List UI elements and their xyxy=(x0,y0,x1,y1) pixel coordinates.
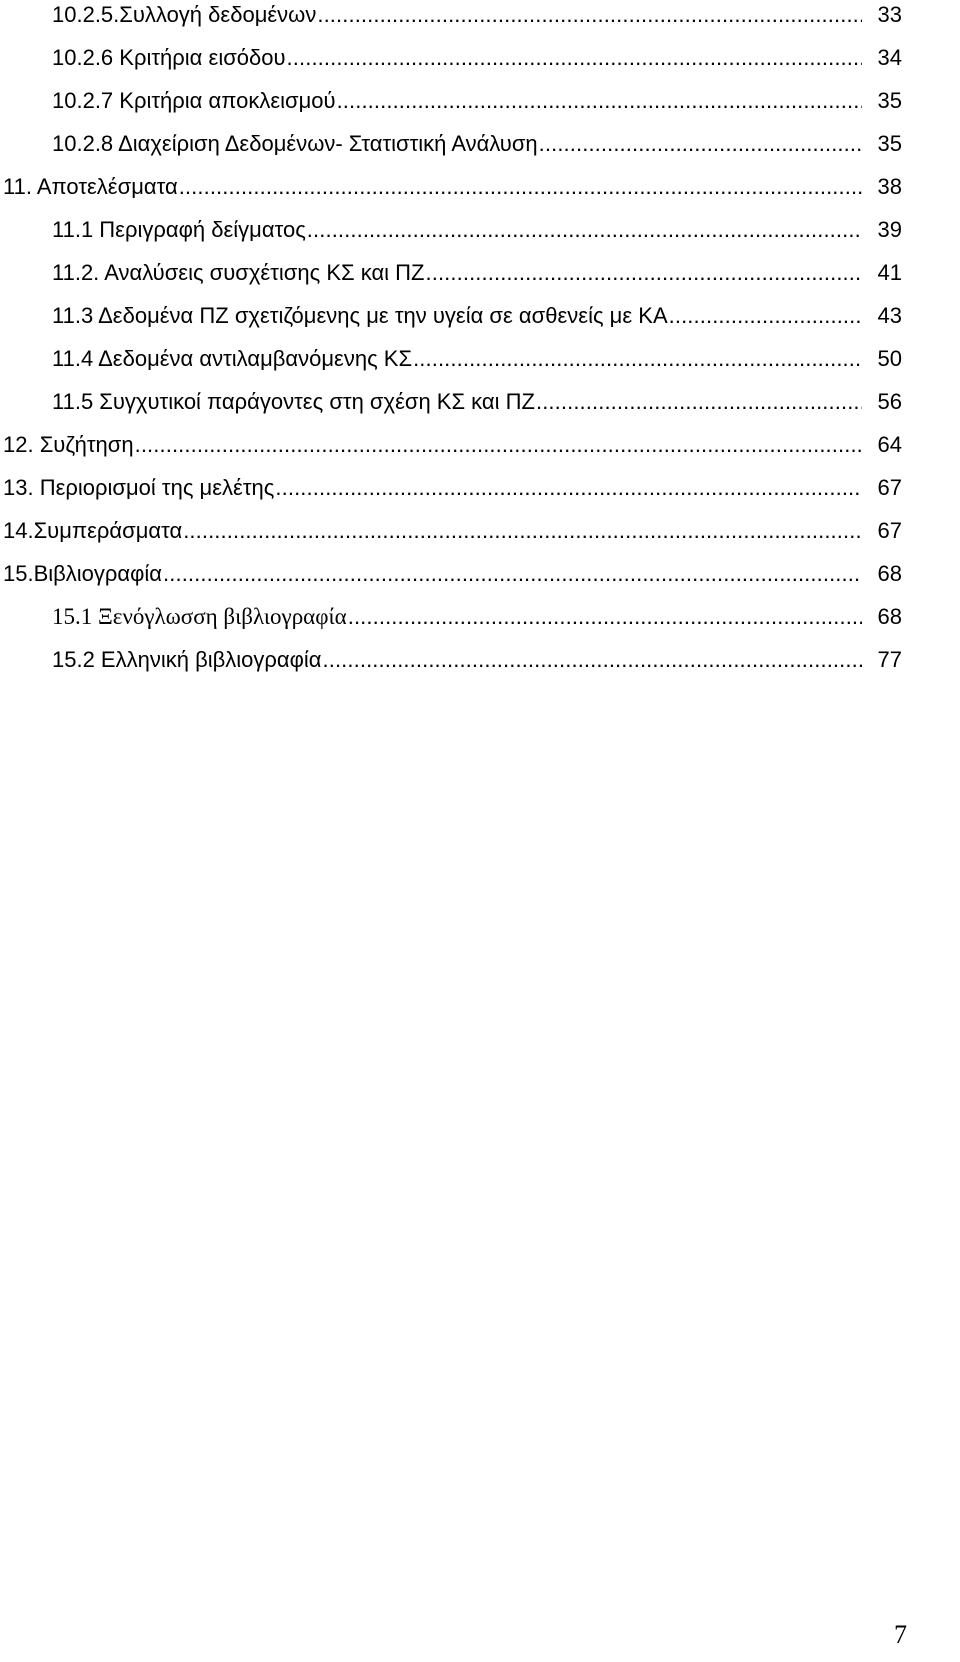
toc-entry-page: 35 xyxy=(877,131,902,156)
dot-leader xyxy=(306,215,862,245)
dot-leader xyxy=(336,86,862,116)
toc-entry-page: 56 xyxy=(877,389,902,414)
toc-entry-page: 43 xyxy=(877,303,902,328)
dot-leader xyxy=(412,344,862,374)
toc-entry[interactable] xyxy=(52,43,960,83)
toc-entry-title: 11.2. Αναλύσεις συσχέτισης ΚΣ και ΠΖ xyxy=(52,260,425,285)
toc-entry[interactable] xyxy=(52,0,960,40)
toc-entry[interactable] xyxy=(52,129,960,169)
toc-entry-title: 10.2.5.Συλλογή δεδομένων xyxy=(52,2,317,27)
page-number: 7 xyxy=(894,1620,907,1649)
dot-leader xyxy=(134,430,862,460)
dot-leader xyxy=(535,387,862,417)
toc-entry-page: 41 xyxy=(877,260,902,285)
toc-entry-page: 50 xyxy=(877,346,902,371)
toc-entry-title: 14.Συμπεράσματα xyxy=(3,518,183,543)
toc-entry-page: 38 xyxy=(877,174,902,199)
toc-entry-title: 11. Αποτελέσματα xyxy=(3,174,178,199)
toc-entry-title: 11.3 Δεδομένα ΠΖ σχετιζόμενης με την υγεία σε ασθενείς με ΚΑ xyxy=(52,303,668,328)
toc-entry-title: 12. Συζήτηση xyxy=(3,432,134,457)
toc-entry-page: 33 xyxy=(877,2,902,27)
toc-entry-page: 67 xyxy=(877,475,902,500)
toc-entry-page: 39 xyxy=(877,217,902,242)
toc-entry[interactable] xyxy=(52,645,960,685)
toc-entry[interactable] xyxy=(52,258,960,298)
toc-entry-title: 10.2.7 Κριτήρια αποκλεισμού xyxy=(52,88,336,113)
dot-leader xyxy=(425,258,863,288)
dot-leader xyxy=(316,0,862,30)
toc-entry-title: 11.5 Συγχυτικοί παράγοντες στη σχέση ΚΣ και ΠΖ xyxy=(52,389,535,414)
toc-entry[interactable] xyxy=(3,516,960,556)
dot-leader xyxy=(347,602,862,632)
dot-leader xyxy=(322,645,863,675)
toc-entry-title: 10.2.8 Διαχείριση Δεδομένων- Στατιστική Ανάλυση xyxy=(52,131,538,156)
dot-leader xyxy=(668,301,862,331)
toc-entry[interactable] xyxy=(3,430,960,470)
toc-entry-title: 10.2.6 Κριτήρια εισόδου xyxy=(52,45,286,70)
dot-leader xyxy=(274,473,862,503)
toc-entry-title: 11.4 Δεδομένα αντιλαμβανόμενης ΚΣ xyxy=(52,346,413,371)
toc-entry[interactable] xyxy=(52,602,960,642)
dot-leader xyxy=(538,129,862,159)
dot-leader xyxy=(286,43,862,73)
toc-entry-page: 68 xyxy=(877,604,902,629)
toc-entry-page: 35 xyxy=(877,88,902,113)
toc-entry[interactable] xyxy=(52,215,960,255)
toc-entry[interactable] xyxy=(52,344,960,384)
toc-entry[interactable] xyxy=(52,387,960,427)
toc-entry-page: 77 xyxy=(877,647,902,672)
toc-entry[interactable] xyxy=(3,473,960,513)
toc-entry-title: 11.1 Περιγραφή δείγματος xyxy=(52,217,306,242)
toc-entry-page: 64 xyxy=(877,432,902,457)
toc-entry[interactable] xyxy=(52,86,960,126)
toc-entry[interactable] xyxy=(3,172,960,212)
toc-entry-page: 34 xyxy=(877,45,902,70)
toc-entry[interactable] xyxy=(52,301,960,341)
dot-leader xyxy=(162,559,862,589)
toc-entry-title: 13. Περιορισμοί της μελέτης xyxy=(3,475,275,500)
toc-entry-title: 15.1 Ξενόγλωσση βιβλιογραφία xyxy=(52,604,347,629)
dot-leader xyxy=(178,172,862,202)
toc-entry-page: 68 xyxy=(877,561,902,586)
toc-entry-page: 67 xyxy=(877,518,902,543)
toc-entry-title: 15.2 Ελληνική βιβλιογραφία xyxy=(52,647,322,672)
toc-entry[interactable] xyxy=(3,559,960,599)
dot-leader xyxy=(182,516,862,546)
toc-entry-title: 15.Βιβλιογραφία xyxy=(3,561,163,586)
